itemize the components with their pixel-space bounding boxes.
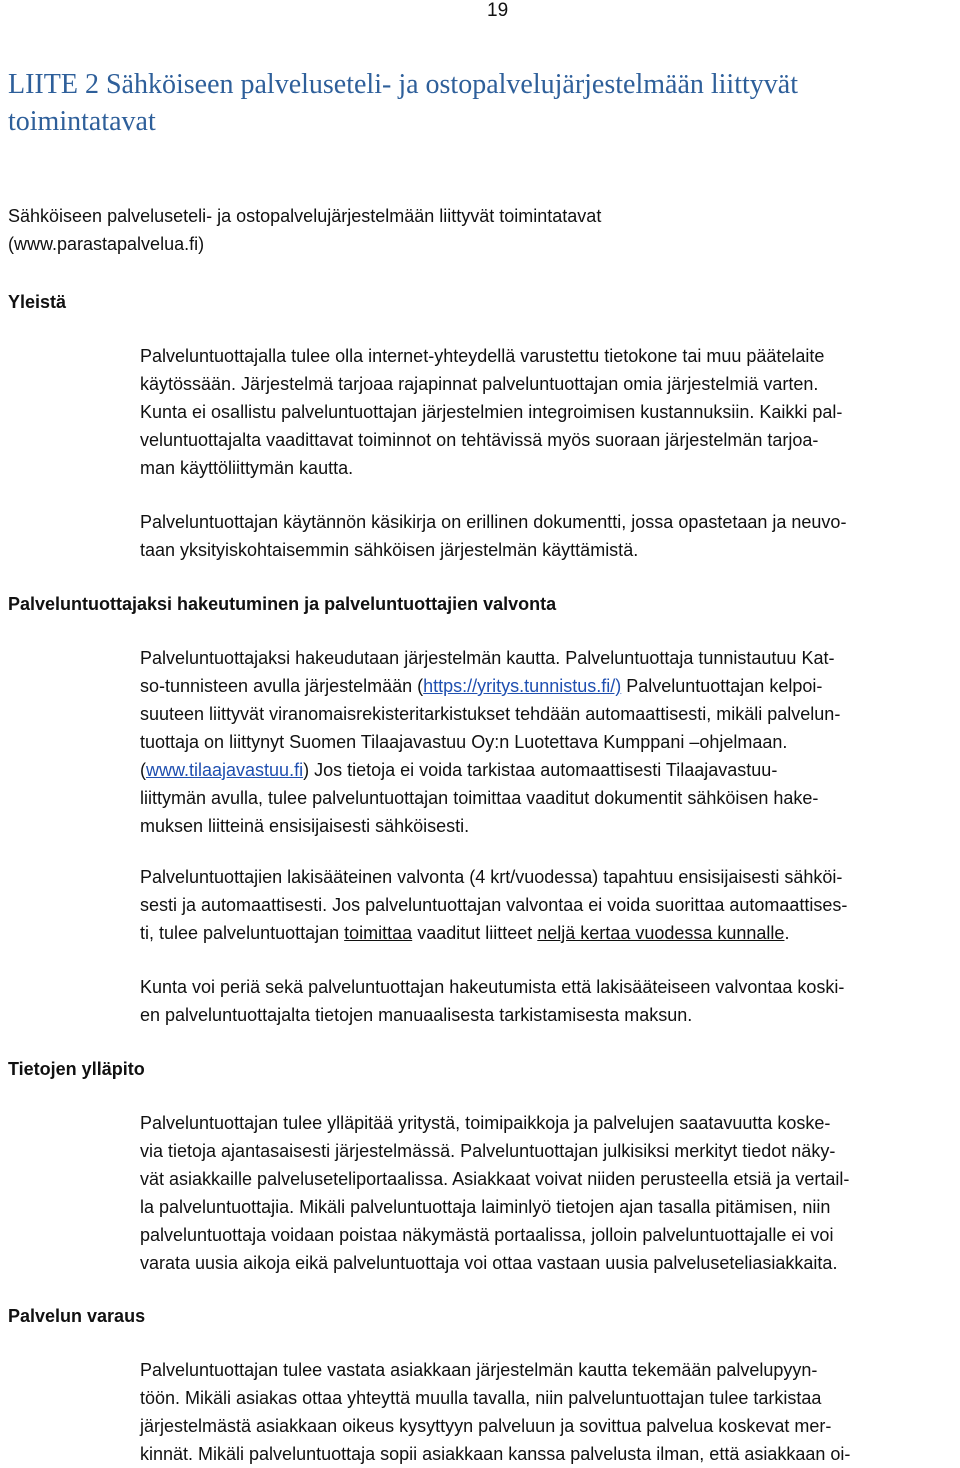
- subtitle-line: Sähköiseen palveluseteli- ja ostopalvelujärjestelmään liittyvät toimintatavat: [8, 206, 602, 226]
- paragraph-tietojen-yllapito: [140, 1109, 952, 1277]
- text-line: via tietoja ajantasaisesti järjestelmässä. Palveluntuottajan julkisiksi merkityt tiedot näky-: [140, 1141, 836, 1161]
- text-line: Kunta voi periä sekä palveluntuottajan hakeutumista että lakisääteiseen valvontaa koski-: [140, 977, 845, 997]
- text-line: Palveluntuottajan käytännön käsikirja on erillinen dokumentti, jossa opastetaan ja neuvo-: [140, 512, 847, 532]
- text-line: Palveluntuottajaksi hakeudutaan järjestelmän kautta. Palveluntuottaja tunnistautuu Kat-: [140, 648, 835, 668]
- link-yritys-tunnistus[interactable]: https://yritys.tunnistus.fi/): [423, 676, 622, 696]
- page-title: LIITE 2 Sähköiseen palveluseteli- ja ostopalvelujärjestelmään liittyvät toimintatavat: [8, 69, 798, 137]
- section-heading-yleista: Yleistä: [8, 292, 67, 312]
- text-line: suuteen liittyvät viranomaisrekisteritarkistukset tehdään automaattisesti, mikäli palvelun-: [140, 704, 841, 724]
- text-line: Palveluntuottajan tulee ylläpitää yritystä, toimipaikkoja ja palvelujen saatavuutta koske-: [140, 1113, 831, 1133]
- paragraph-yleista-1: [140, 342, 952, 482]
- text-line: la palveluntuottajia. Mikäli palveluntuottaja laiminlyö tietojen ajan tasalla pitämisen, niin: [140, 1197, 831, 1217]
- text-line: en palveluntuottajalta tietojen manuaalisesta tarkistamisesta maksun.: [140, 1005, 693, 1025]
- paragraph-hakeutuminen-1: [140, 644, 952, 840]
- text-line: sesti ja automaattisesti. Jos palveluntuottajan valvontaa ei voida suorittaa automaattises-: [140, 895, 848, 915]
- paragraph-hakeutuminen-3: [140, 973, 952, 1029]
- text-line: liittymän avulla, tulee palveluntuottajan toimittaa vaaditut dokumentit sähköisen hake-: [140, 788, 819, 808]
- text-line: taan yksityiskohtaisemmin sähköisen järjestelmän käyttämistä.: [140, 540, 639, 560]
- text-segment: vaaditut liitteet: [412, 923, 538, 943]
- underlined-text: neljä kertaa vuodessa kunnalle: [537, 923, 785, 943]
- text-segment: .: [784, 923, 790, 943]
- text-line: veluntuottajalta vaadittavat toiminnot on tehtävissä myös suoraan järjestelmän tarjoa-: [140, 430, 819, 450]
- paragraph-yleista-2: [140, 508, 952, 564]
- section-heading-hakeutuminen: Palveluntuottajaksi hakeutuminen ja palveluntuottajien valvonta: [8, 594, 557, 614]
- text-segment: so-tunnisteen avulla järjestelmään (: [140, 676, 424, 696]
- text-line: Palveluntuottajien lakisääteinen valvonta (4 krt/vuodessa) tapahtuu ensisijaisesti sähköi-: [140, 867, 843, 887]
- text-line: [140, 919, 952, 947]
- text-segment: (: [140, 760, 146, 780]
- text-line: tuottaja on liittynyt Suomen Tilaajavastuu Oy:n Luotettava Kumppani –ohjelmaan.: [140, 732, 788, 752]
- text-line: muksen liitteinä ensisijaisesti sähköisesti.: [140, 816, 470, 836]
- text-line: palveluntuottaja voidaan poistaa näkymästä portaalissa, jolloin palveluntuottajalle ei voi: [140, 1225, 834, 1245]
- section-heading-palvelun-varaus: Palvelun varaus: [8, 1306, 146, 1326]
- subtitle-line: (www.parastapalvelua.fi): [8, 234, 205, 254]
- text-line: varata uusia aikoja eikä palveluntuottaja voi ottaa vastaan uusia palveluseteliasiakkaita.: [140, 1253, 838, 1273]
- text-line: Palveluntuottajan tulee vastata asiakkaan järjestelmän kautta tekemään palvelupyyn-: [140, 1360, 818, 1380]
- text-line: käytössään. Järjestelmä tarjoaa rajapinnat palveluntuottajan omia järjestelmiä varten.: [140, 374, 819, 394]
- text-line: Palveluntuottajalla tulee olla internet-yhteydellä varustettu tietokone tai muu päätelaite: [140, 346, 825, 366]
- text-line: Kunta ei osallistu palveluntuottajan järjestelmien integroimisen kustannuksiin. Kaikki pal-: [140, 402, 843, 422]
- paragraph-hakeutuminen-2: [140, 863, 952, 947]
- text-segment: ti, tulee palveluntuottajan: [140, 923, 345, 943]
- underlined-text: toimittaa: [344, 923, 413, 943]
- page-number: 19: [487, 0, 509, 21]
- section-heading-tietojen-yllapito: Tietojen ylläpito: [8, 1059, 145, 1079]
- text-line: man käyttöliittymän kautta.: [140, 458, 354, 478]
- text-segment: Palveluntuottajan kelpoi-: [621, 676, 823, 696]
- text-line: töön. Mikäli asiakas ottaa yhteyttä muulla tavalla, niin palveluntuottajan tulee tarkistaa: [140, 1388, 822, 1408]
- text-line: järjestelmästä asiakkaan oikeus kysyttyyn palveluun ja sovittua palvelua koskevat mer-: [140, 1416, 832, 1436]
- text-segment: ) Jos tietoja ei voida tarkistaa automaattisesti Tilaajavastuu-: [303, 760, 778, 780]
- text-line: [140, 756, 952, 784]
- text-line: kinnät. Mikäli palveluntuottaja sopii asiakkaan kanssa palvelusta ilman, että asiakkaan oi-: [140, 1444, 851, 1464]
- document-subtitle: [8, 202, 601, 258]
- text-line: vät asiakkaille palveluseteliportaalissa. Asiakkaat voivat niiden perusteella etsiä ja vertail-: [140, 1169, 850, 1189]
- link-tilaajavastuu[interactable]: www.tilaajavastuu.fi: [146, 760, 304, 780]
- text-line: [140, 672, 952, 700]
- paragraph-palvelun-varaus: [140, 1356, 952, 1468]
